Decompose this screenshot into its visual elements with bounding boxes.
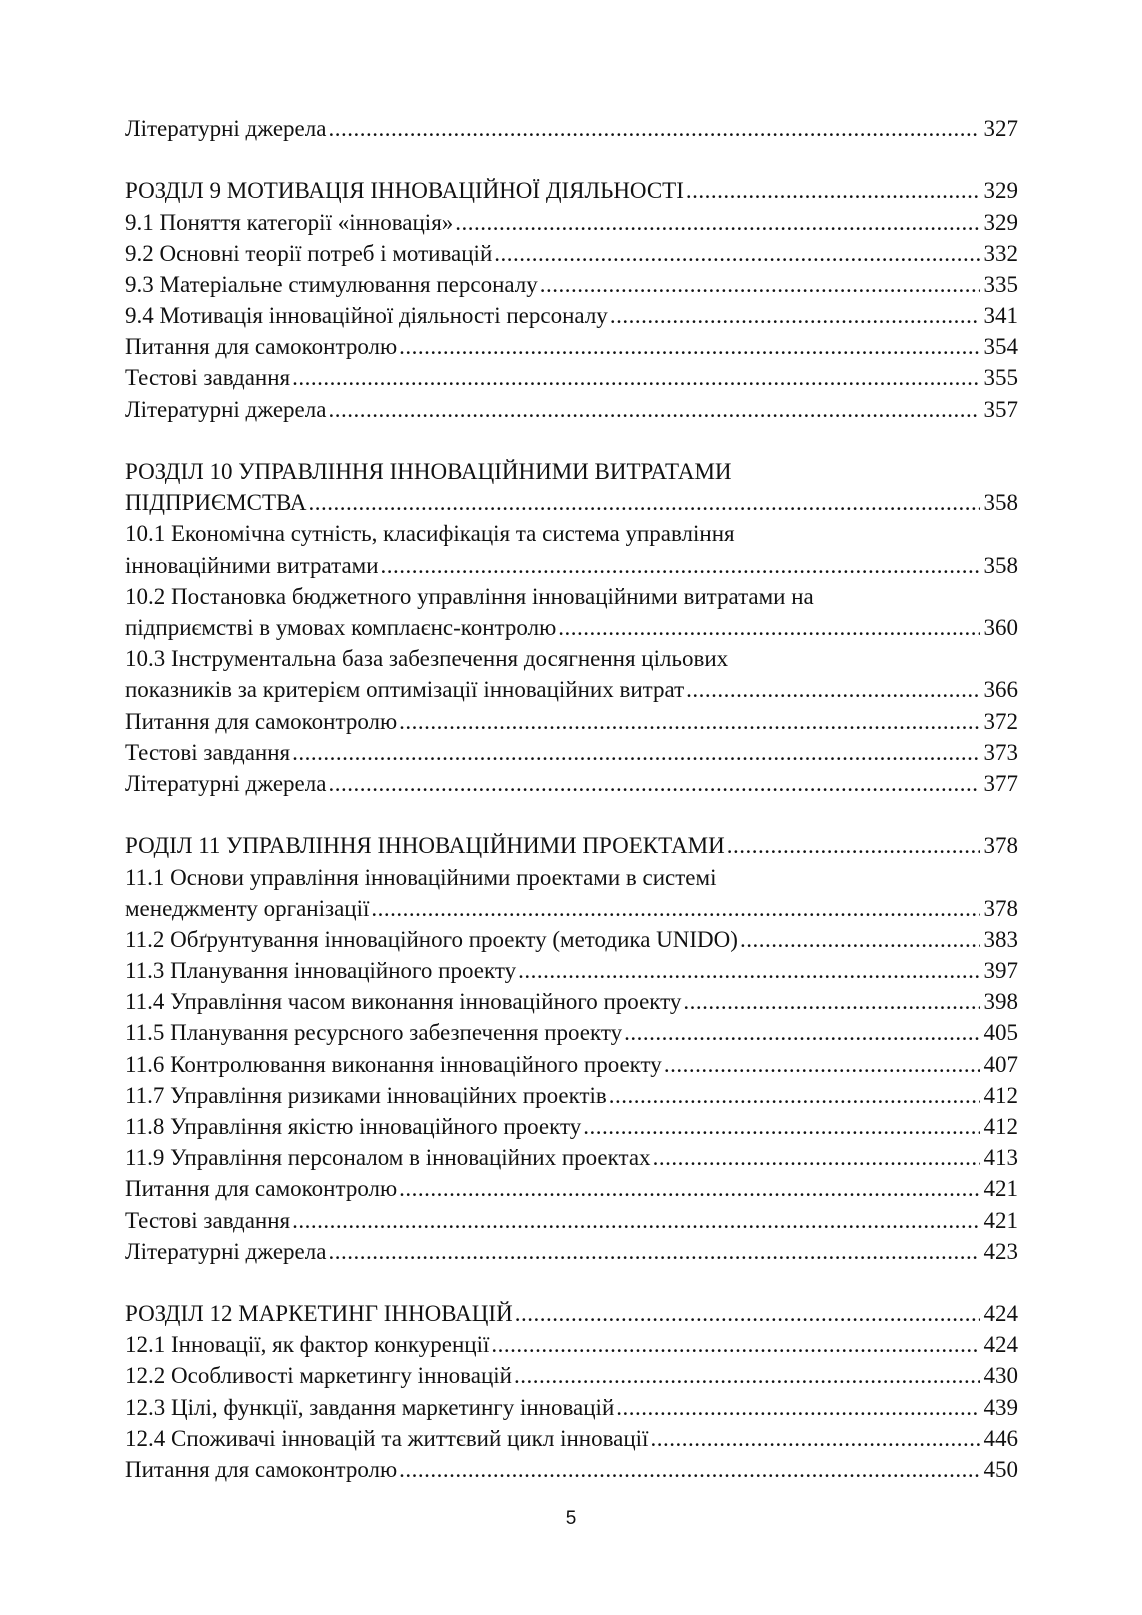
toc-entry-label: 11.6 Контролювання виконання інноваційного проекту	[125, 1051, 662, 1077]
toc-entry-label: 11.4 Управління часом виконання інноваційного проекту	[125, 989, 682, 1015]
toc-entry-page-number: 329	[983, 178, 1018, 204]
toc-entry[interactable]	[125, 737, 1018, 768]
dot-leader	[399, 1173, 979, 1204]
toc-entry-page-number: 430	[983, 1363, 1018, 1389]
toc-entry[interactable]	[125, 706, 1018, 737]
toc-entry[interactable]	[125, 1173, 1018, 1204]
dot-leader	[653, 1142, 980, 1173]
toc-entry-title-line: 10.2 Постановка бюджетного управління інноваційними витратами на	[125, 583, 814, 609]
toc-entry-page-number: 360	[983, 614, 1018, 640]
dot-leader	[664, 1049, 980, 1080]
toc-entry[interactable]	[125, 1298, 1018, 1329]
toc-entry-page-number: 421	[983, 1207, 1018, 1233]
toc-entry-label: Питання для самоконтролю	[125, 334, 398, 360]
toc-entry-label: 12.3 Цілі, функції, завдання маркетингу інновацій	[125, 1394, 615, 1420]
toc-entry-label: Тестові завдання	[125, 739, 291, 765]
dot-leader	[309, 487, 980, 518]
toc-entry-page-number: 412	[983, 1113, 1018, 1139]
toc-entry[interactable]	[125, 643, 1018, 705]
dot-leader	[399, 1454, 979, 1485]
toc-entry-label: 12.4 Споживачі інновацій та життєвий цикл інновації	[125, 1425, 649, 1451]
dot-leader	[583, 1111, 979, 1142]
toc-entry-label: 11.7 Управління ризиками інноваційних проектів	[125, 1082, 607, 1108]
toc-entry[interactable]	[125, 300, 1018, 331]
toc-entry[interactable]	[125, 830, 1018, 861]
toc-entry[interactable]	[125, 862, 1018, 924]
toc-entry[interactable]	[125, 1111, 1018, 1142]
toc-entry[interactable]	[125, 1142, 1018, 1173]
toc-entry-label: 9.4 Мотивація інноваційної діяльності персоналу	[125, 303, 608, 329]
toc-entry-label: ПІДПРИЄМСТВА	[125, 490, 307, 516]
dot-leader	[399, 331, 979, 362]
toc-entry[interactable]	[125, 924, 1018, 955]
toc-entry-page-number: 357	[983, 396, 1018, 422]
toc-entry-page-number: 377	[983, 770, 1018, 796]
toc-entry-page-number: 378	[983, 895, 1018, 921]
dot-leader	[455, 207, 979, 238]
toc-entry-page-number: 335	[983, 271, 1018, 297]
dot-leader	[540, 269, 980, 300]
toc-entry-label: інноваційними витратами	[125, 552, 379, 578]
toc-entry-page-number: 424	[983, 1332, 1018, 1358]
dot-leader	[610, 300, 980, 331]
dot-leader	[328, 1236, 979, 1267]
toc-entry-page-number: 358	[983, 552, 1018, 578]
page-number: 5	[565, 1508, 577, 1529]
toc-entry[interactable]	[125, 1392, 1018, 1423]
toc-entry-page-number: 332	[983, 240, 1018, 266]
toc-entry-label: РОЗДІЛ 9 МОТИВАЦІЯ ІННОВАЦІЙНОЇ ДІЯЛЬНОСТІ	[125, 178, 684, 204]
toc-entry[interactable]	[125, 394, 1018, 425]
toc-entry-page-number: 439	[983, 1394, 1018, 1420]
toc-entry[interactable]	[125, 238, 1018, 269]
dot-leader	[399, 706, 979, 737]
dot-leader	[727, 830, 980, 861]
toc-entry-page-number: 424	[983, 1301, 1018, 1327]
toc-entry[interactable]	[125, 768, 1018, 799]
dot-leader	[328, 768, 979, 799]
toc-entry-page-number: 405	[983, 1020, 1018, 1046]
toc-entry[interactable]	[125, 175, 1018, 206]
toc-entry-page-number: 423	[983, 1238, 1018, 1264]
toc-entry-page-number: 341	[983, 303, 1018, 329]
toc-entry-page-number: 358	[983, 490, 1018, 516]
toc-entry-label: 12.1 Інновації, як фактор конкуренції	[125, 1332, 490, 1358]
toc-entry-page-number: 407	[983, 1051, 1018, 1077]
toc-entry-label: РОЗДІЛ 12 МАРКЕТИНГ ІННОВАЦІЙ	[125, 1301, 513, 1327]
table-of-contents	[125, 113, 1018, 1485]
toc-entry-page-number: 446	[983, 1425, 1018, 1451]
section-gap	[125, 144, 1018, 175]
toc-entry-label: 11.2 Обґрунтування інноваційного проекту (методика UNIDO)	[125, 926, 738, 952]
dot-leader	[515, 1298, 980, 1329]
toc-entry-page-number: 366	[983, 677, 1018, 703]
toc-entry[interactable]	[125, 986, 1018, 1017]
toc-entry-label: 12.2 Особливості маркетингу інновацій	[125, 1363, 512, 1389]
toc-entry[interactable]	[125, 518, 1018, 580]
toc-entry-label: підприємстві в умовах комплаєнс-контролю	[125, 614, 557, 640]
toc-entry[interactable]	[125, 207, 1018, 238]
toc-entry[interactable]	[125, 1329, 1018, 1360]
dot-leader	[609, 1080, 980, 1111]
toc-entry-page-number: 383	[983, 926, 1018, 952]
dot-leader	[292, 362, 979, 393]
toc-entry-label: показників за критерієм оптимізації інноваційних витрат	[125, 677, 685, 703]
toc-entry[interactable]	[125, 363, 1018, 394]
toc-entry[interactable]	[125, 456, 1018, 518]
toc-entry-title-line: РОЗДІЛ 10 УПРАВЛІННЯ ІННОВАЦІЙНИМИ ВИТРАТАМИ	[125, 459, 732, 485]
dot-leader	[740, 924, 980, 955]
dot-leader	[491, 1329, 979, 1360]
toc-entry-page-number: 373	[983, 739, 1018, 765]
toc-entry-page-number: 397	[983, 958, 1018, 984]
toc-entry-page-number: 398	[983, 989, 1018, 1015]
toc-entry[interactable]	[125, 1236, 1018, 1267]
toc-entry[interactable]	[125, 1049, 1018, 1080]
toc-entry-label: 9.3 Матеріальне стимулювання персоналу	[125, 271, 538, 297]
toc-entry-label: Питання для самоконтролю	[125, 708, 398, 734]
toc-entry[interactable]	[125, 1423, 1018, 1454]
toc-entry-page-number: 450	[983, 1457, 1018, 1483]
dot-leader	[683, 986, 979, 1017]
toc-entry-page-number: 413	[983, 1145, 1018, 1171]
toc-entry-page-number: 412	[983, 1082, 1018, 1108]
toc-entry-page-number: 329	[983, 209, 1018, 235]
dot-leader	[686, 674, 979, 705]
dot-leader	[624, 1017, 979, 1048]
toc-entry-label: Питання для самоконтролю	[125, 1176, 398, 1202]
toc-entry-title-line: 10.1 Економічна сутність, класифікація та система управління	[125, 521, 735, 547]
toc-entry-page-number: 372	[983, 708, 1018, 734]
toc-entry-label: Літературні джерела	[125, 1238, 327, 1264]
toc-entry-page-number: 354	[983, 334, 1018, 360]
dot-leader	[616, 1392, 979, 1423]
toc-entry[interactable]	[125, 1361, 1018, 1392]
toc-entry-label: 11.5 Планування ресурсного забезпечення проекту	[125, 1020, 623, 1046]
toc-entry-page-number: 378	[983, 833, 1018, 859]
toc-entry-label: 9.1 Поняття категорії «інновація»	[125, 209, 454, 235]
toc-entry[interactable]	[125, 269, 1018, 300]
toc-entry[interactable]	[125, 581, 1018, 643]
dot-leader	[292, 737, 979, 768]
toc-entry-label: 11.9 Управління персоналом в інноваційних проектах	[125, 1145, 651, 1171]
toc-entry-title-line: 10.3 Інструментальна база забезпечення досягнення цільових	[125, 646, 729, 672]
toc-entry-label: Літературні джерела	[125, 770, 327, 796]
dot-leader	[328, 113, 979, 144]
toc-entry-label: Тестові завдання	[125, 365, 291, 391]
toc-entry-title-line: 11.1 Основи управління інноваційними проектами в системі	[125, 864, 717, 890]
toc-entry[interactable]	[125, 331, 1018, 362]
toc-entry-label: 9.2 Основні теорії потреб і мотивацій	[125, 240, 493, 266]
section-gap	[125, 1267, 1018, 1298]
toc-entry[interactable]	[125, 1454, 1018, 1485]
toc-entry-label: Літературні джерела	[125, 115, 327, 141]
toc-entry[interactable]	[125, 113, 1018, 144]
dot-leader	[650, 1423, 979, 1454]
toc-entry[interactable]	[125, 1017, 1018, 1048]
toc-entry-label: РОДІЛ 11 УПРАВЛІННЯ ІННОВАЦІЙНИМИ ПРОЕКТАМИ	[125, 833, 725, 859]
dot-leader	[494, 238, 979, 269]
toc-entry[interactable]	[125, 955, 1018, 986]
toc-entry-page-number: 421	[983, 1176, 1018, 1202]
dot-leader	[381, 550, 980, 581]
toc-entry-label: Літературні джерела	[125, 396, 327, 422]
toc-entry-label: менеджменту організації	[125, 895, 370, 921]
dot-leader	[292, 1205, 979, 1236]
toc-entry-page-number: 355	[983, 365, 1018, 391]
dot-leader	[371, 893, 979, 924]
toc-entry-page-number: 327	[983, 115, 1018, 141]
dot-leader	[686, 175, 980, 206]
toc-entry-label: Тестові завдання	[125, 1207, 291, 1233]
toc-entry[interactable]	[125, 1205, 1018, 1236]
toc-entry-label: 11.3 Планування інноваційного проекту	[125, 958, 517, 984]
dot-leader	[514, 1360, 980, 1391]
toc-entry-label: Питання для самоконтролю	[125, 1457, 398, 1483]
dot-leader	[558, 612, 979, 643]
dot-leader	[328, 394, 979, 425]
dot-leader	[518, 955, 979, 986]
section-gap	[125, 425, 1018, 456]
section-gap	[125, 799, 1018, 830]
toc-entry-label: 11.8 Управління якістю інноваційного проекту	[125, 1113, 582, 1139]
toc-entry[interactable]	[125, 1080, 1018, 1111]
